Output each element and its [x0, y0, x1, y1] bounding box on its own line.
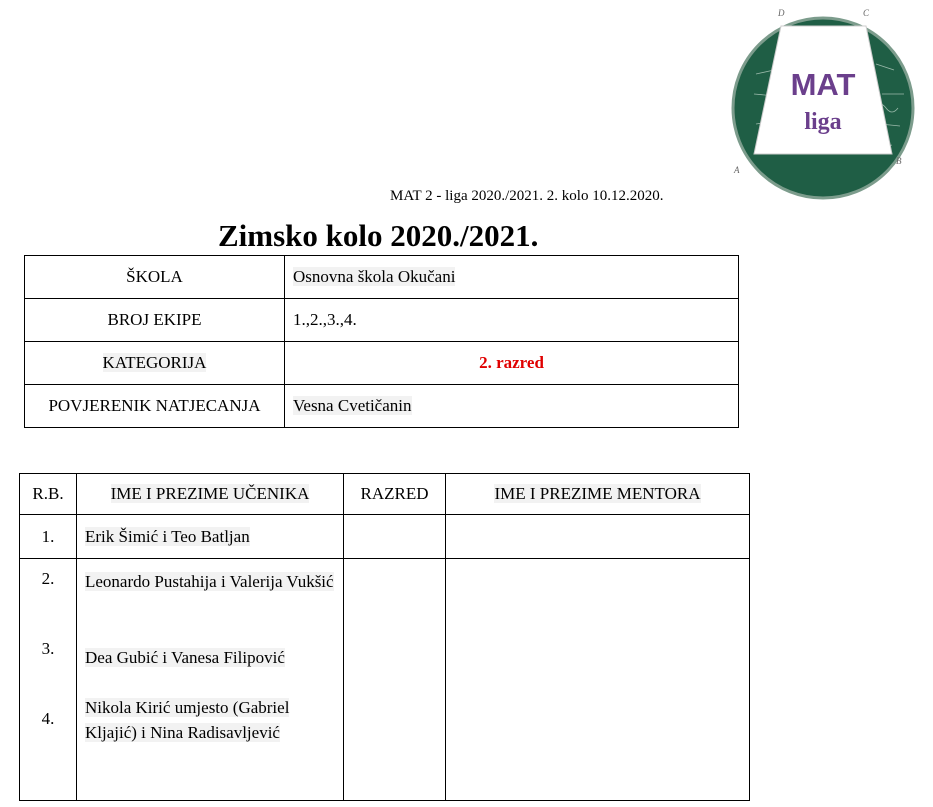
student-names-text: Dea Gubić i Vanesa Filipović [85, 648, 285, 667]
info-row-school [25, 256, 739, 299]
grade-cell [344, 515, 446, 559]
logo-vertex-a: A [734, 165, 740, 175]
student-names-text: Leonardo Pustahija i Valerija Vukšić [85, 572, 334, 591]
table-row [20, 515, 750, 559]
students-table [19, 473, 750, 801]
mat-liga-logo [726, 4, 926, 204]
info-row-team [25, 299, 739, 342]
logo-mat-text: MAT [790, 67, 856, 102]
table-row [20, 559, 750, 801]
category-value: 2. razred [285, 342, 739, 385]
logo-liga-text: liga [804, 109, 842, 135]
mentor-cell [446, 515, 750, 559]
row-number: 1. [20, 515, 77, 559]
header-mentor-name [446, 474, 750, 515]
row-number: 3. [41, 639, 55, 658]
row-numbers [20, 559, 77, 801]
logo-vertex-c: C [863, 8, 870, 18]
commissioner-value [285, 385, 739, 428]
student-names [85, 695, 335, 745]
student-names-text: Nikola Kirić umjesto (Gabriel Kljajić) i Nina Radisavljević [85, 698, 290, 742]
header-student-name-text: IME I PREZIME UČENIKA [110, 484, 310, 503]
school-label: ŠKOLA [25, 256, 285, 299]
student-names-text: Erik Šimić i Teo Batljan [85, 526, 250, 546]
student-names-list [77, 559, 344, 801]
header-grade: RAZRED [344, 474, 446, 515]
team-value: 1.,2.,3.,4. [285, 299, 739, 342]
header-student-name [77, 474, 344, 515]
logo-vertex-b: B [896, 156, 902, 166]
team-label: BROJ EKIPE [25, 299, 285, 342]
competition-header: MAT 2 - liga 2020./2021. 2. kolo 10.12.2020. [390, 188, 664, 204]
school-name: Osnovna škola Okučani [293, 267, 456, 286]
student-names [85, 569, 335, 594]
header-rb: R.B. [20, 474, 77, 515]
mentor-cell [446, 559, 750, 801]
school-value [285, 256, 739, 299]
category-label-text: KATEGORIJA [102, 353, 207, 372]
school-info-table [24, 255, 739, 428]
page-title: Zimsko kolo 2020./2021. [218, 218, 539, 253]
row-number: 4. [41, 709, 55, 728]
category-label [25, 342, 285, 385]
commissioner-label: POVJERENIK NATJECANJA [25, 385, 285, 428]
row-number: 2. [41, 569, 55, 588]
logo-vertex-d: D [778, 8, 785, 18]
info-row-category [25, 342, 739, 385]
students-header-row [20, 474, 750, 515]
grade-cell [344, 559, 446, 801]
header-mentor-name-text: IME I PREZIME MENTORA [494, 484, 701, 503]
student-names [85, 645, 335, 670]
info-row-commissioner [25, 385, 739, 428]
commissioner-name: Vesna Cvetičanin [293, 396, 412, 415]
student-names [77, 515, 344, 559]
